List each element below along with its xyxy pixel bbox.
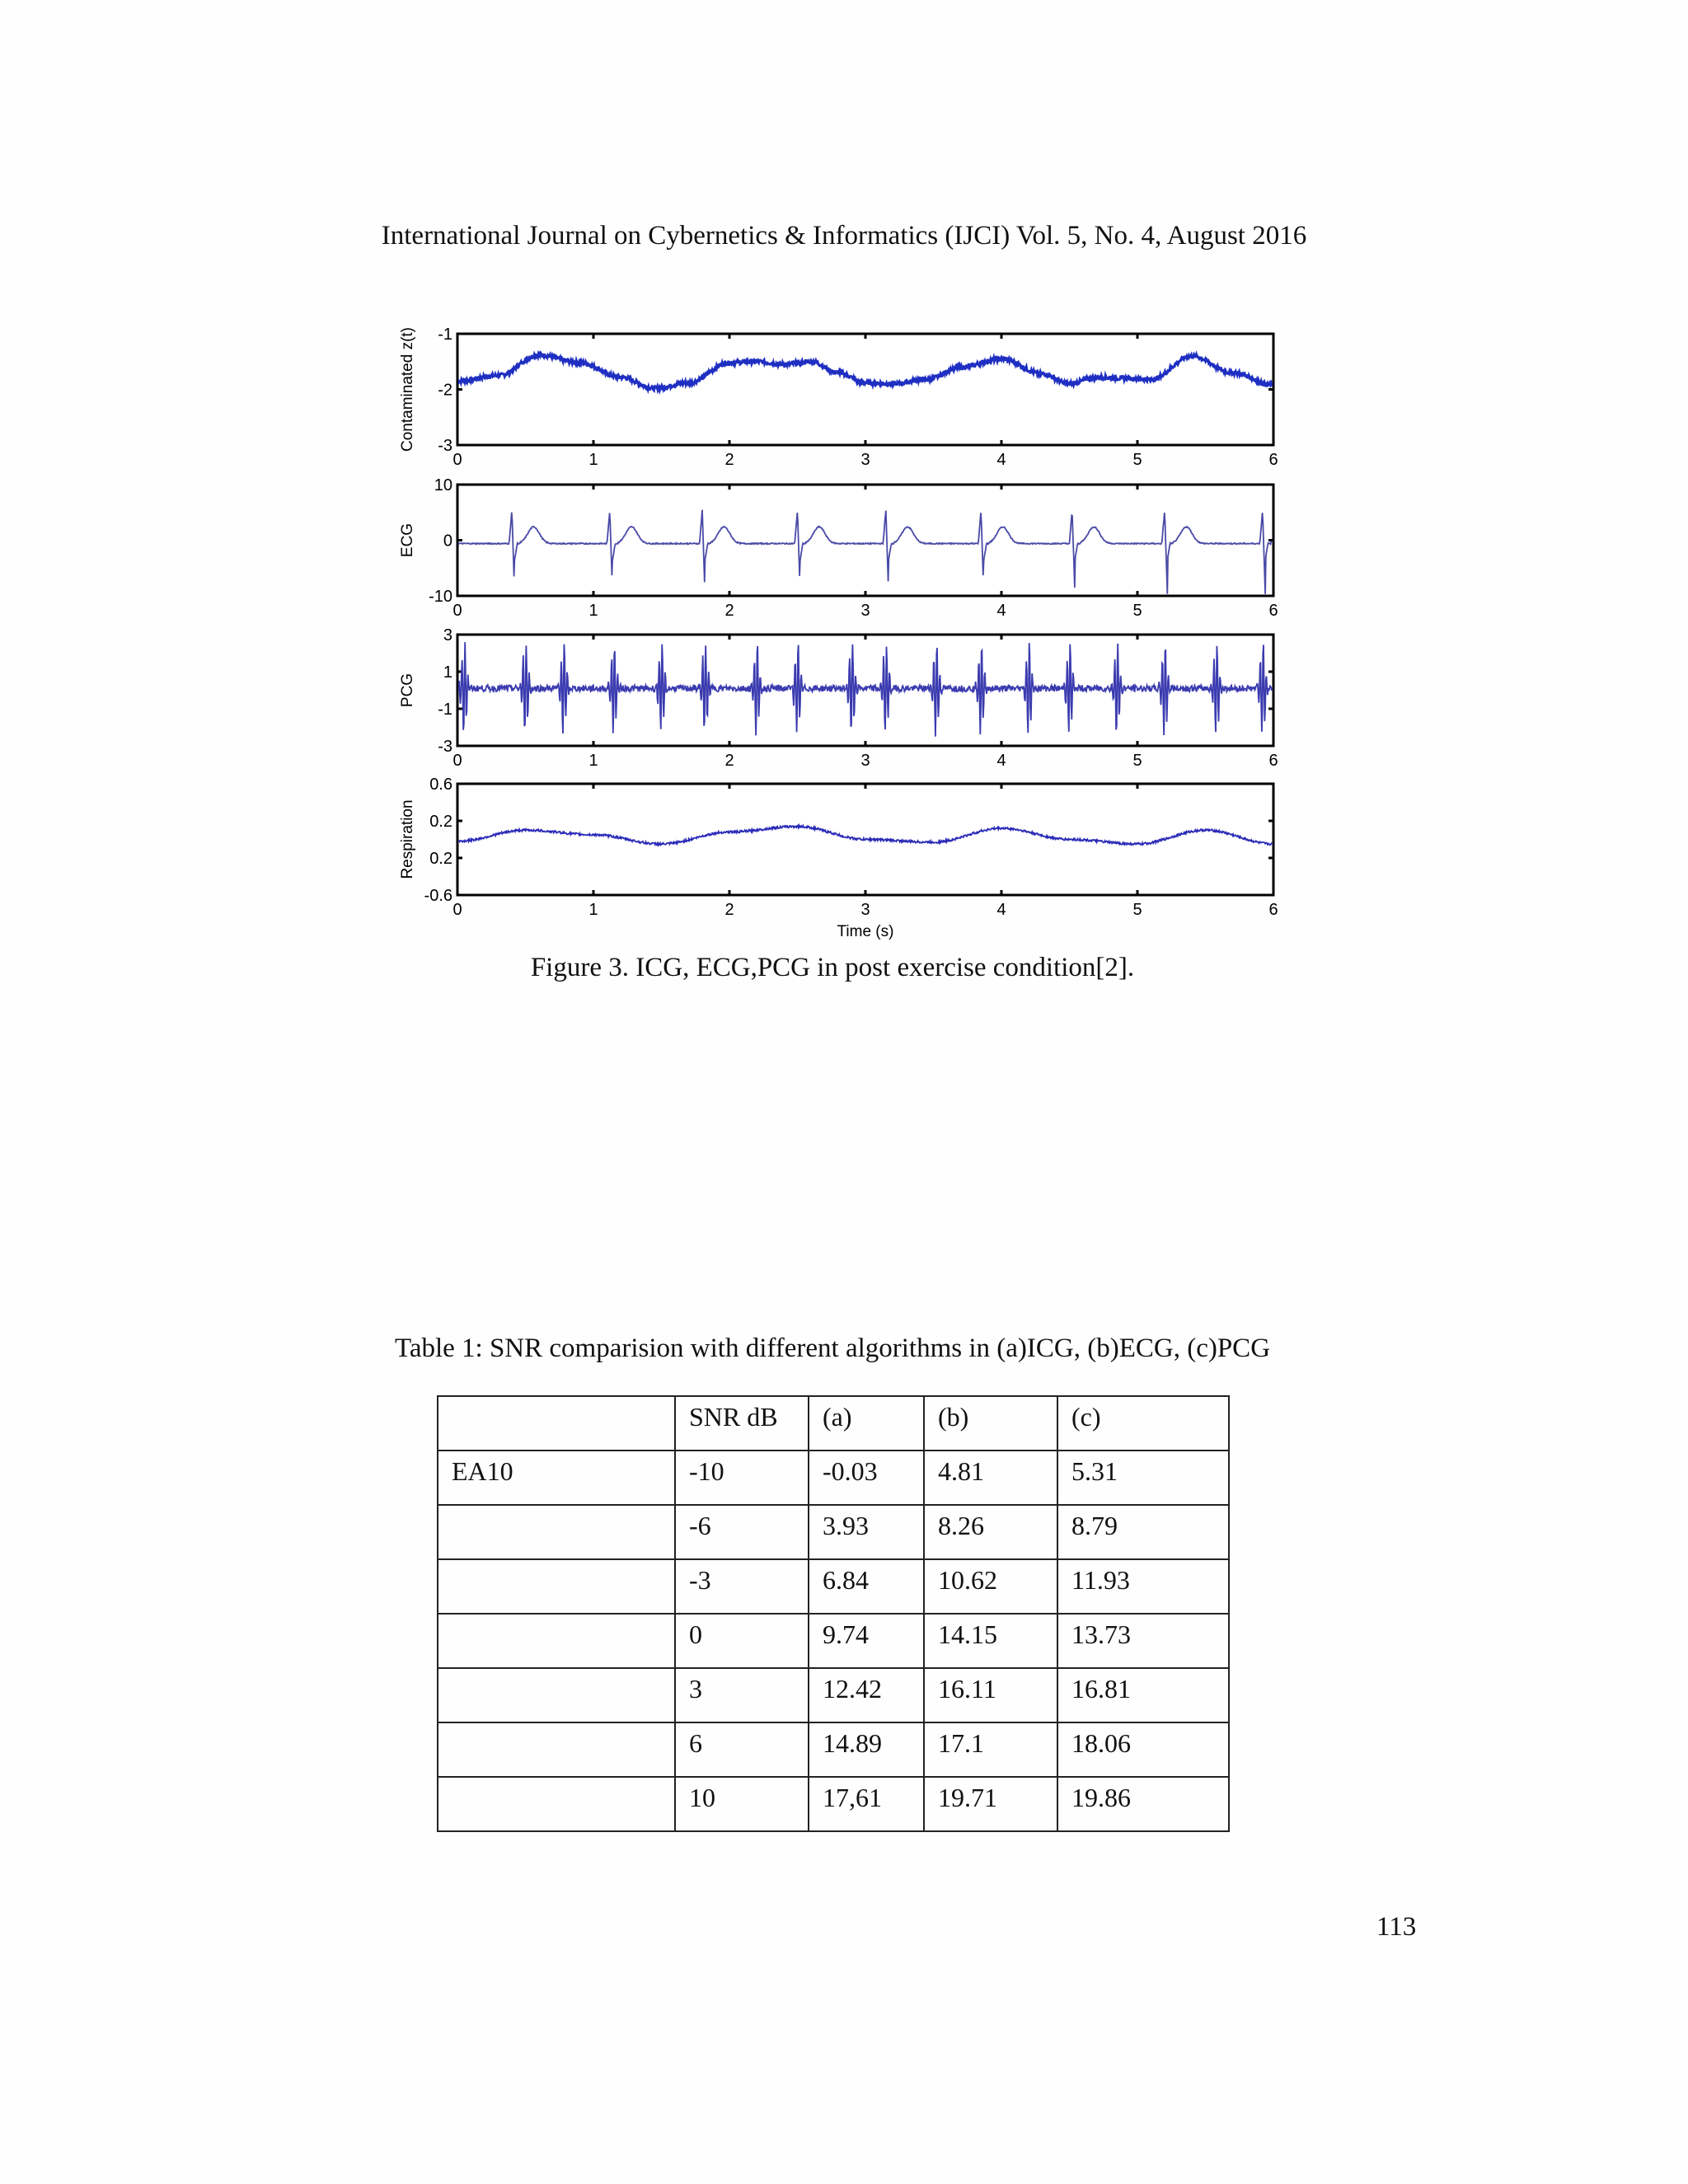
figure-caption: Figure 3. ICG, ECG,PCG in post exercise condition[2].	[530, 953, 1135, 982]
x-tick-label: 3	[860, 451, 870, 469]
x-tick-label: 0	[452, 752, 462, 770]
table-cell	[438, 1777, 675, 1831]
y-tick-label: -10	[429, 588, 452, 606]
y-tick-label: 1	[443, 663, 452, 682]
x-tick-label: 6	[1268, 901, 1278, 919]
y-tick-label: 0.2	[429, 813, 452, 831]
y-axis-label: ECG	[399, 523, 416, 558]
table-header-cell: SNR dB	[675, 1396, 809, 1451]
y-tick-label: -2	[438, 381, 452, 400]
table-cell: -0.03	[809, 1451, 924, 1505]
x-tick-label: 6	[1268, 451, 1278, 469]
plot-frame	[457, 334, 1273, 445]
table-cell: 14.15	[924, 1614, 1057, 1668]
y-tick-label: 0	[443, 532, 452, 551]
table-cell: -6	[675, 1505, 809, 1559]
table-row	[438, 1559, 1229, 1614]
snr-table	[437, 1395, 1230, 1832]
table-cell	[438, 1505, 675, 1559]
x-tick-label: 2	[724, 901, 734, 919]
table-row	[438, 1505, 1229, 1559]
y-tick-label: -1	[438, 701, 452, 719]
table-cell: -10	[675, 1451, 809, 1505]
table-cell: 8.79	[1057, 1505, 1229, 1559]
table-cell	[438, 1559, 675, 1614]
y-axis-label: Contaminated z(t)	[399, 326, 416, 452]
y-tick-label: -3	[438, 738, 452, 756]
table-row	[438, 1777, 1229, 1831]
table-cell: 9.74	[809, 1614, 924, 1668]
x-tick-label: 3	[860, 901, 870, 919]
x-tick-label: 5	[1132, 451, 1142, 469]
plot-frame	[457, 485, 1273, 596]
table-cell: 3.93	[809, 1505, 924, 1559]
x-tick-label: 2	[724, 451, 734, 469]
x-tick-label: 4	[996, 901, 1006, 919]
x-tick-label: 6	[1268, 752, 1278, 770]
table-cell: 10.62	[924, 1559, 1057, 1614]
table-cell: 0	[675, 1614, 809, 1668]
table-cell: 3	[675, 1668, 809, 1722]
y-tick-label: -3	[438, 437, 452, 455]
x-tick-label: 5	[1132, 602, 1142, 620]
table-cell: 13.73	[1057, 1614, 1229, 1668]
x-tick-label: 1	[588, 901, 598, 919]
table-row	[438, 1722, 1229, 1777]
table-row	[438, 1451, 1229, 1505]
table-cell: 17,61	[809, 1777, 924, 1831]
y-tick-label: 0.2	[429, 850, 452, 868]
table-cell: 19.71	[924, 1777, 1057, 1831]
table-header-cell	[438, 1396, 675, 1451]
x-axis-label: Time (s)	[837, 923, 894, 940]
table-cell: 8.26	[924, 1505, 1057, 1559]
table-cell: EA10	[438, 1451, 675, 1505]
table-cell: 5.31	[1057, 1451, 1229, 1505]
table-cell: 6	[675, 1722, 809, 1777]
y-tick-label: -1	[438, 326, 452, 344]
x-tick-label: 0	[452, 451, 462, 469]
table-cell: 14.89	[809, 1722, 924, 1777]
table-header-row	[438, 1396, 1229, 1451]
x-tick-label: 0	[452, 901, 462, 919]
y-axis-label: Respiration	[399, 799, 416, 879]
x-tick-label: 1	[588, 752, 598, 770]
y-tick-label: 10	[434, 476, 452, 494]
table-cell: 11.93	[1057, 1559, 1229, 1614]
x-tick-label: 4	[996, 602, 1006, 620]
x-tick-label: 2	[724, 602, 734, 620]
table-cell	[438, 1614, 675, 1668]
table-cell: 6.84	[809, 1559, 924, 1614]
x-tick-label: 3	[860, 752, 870, 770]
table-header-cell: (b)	[924, 1396, 1057, 1451]
x-tick-label: 5	[1132, 901, 1142, 919]
x-tick-label: 5	[1132, 752, 1142, 770]
table-cell: 16.81	[1057, 1668, 1229, 1722]
signal-figure	[379, 284, 1327, 944]
table-cell: 17.1	[924, 1722, 1057, 1777]
x-tick-label: 1	[588, 602, 598, 620]
x-tick-label: 2	[724, 752, 734, 770]
table-header-cell: (a)	[809, 1396, 924, 1451]
x-tick-label: 0	[452, 602, 462, 620]
table-cell: 19.86	[1057, 1777, 1229, 1831]
table-cell: 12.42	[809, 1668, 924, 1722]
table-cell: 4.81	[924, 1451, 1057, 1505]
table-cell: -3	[675, 1559, 809, 1614]
x-tick-label: 6	[1268, 602, 1278, 620]
table-cell	[438, 1722, 675, 1777]
y-tick-label: 3	[443, 626, 452, 644]
table-cell	[438, 1668, 675, 1722]
table-row	[438, 1614, 1229, 1668]
page-number: 113	[1376, 1912, 1417, 1942]
table-row	[438, 1668, 1229, 1722]
x-tick-label: 4	[996, 451, 1006, 469]
x-tick-label: 4	[996, 752, 1006, 770]
y-axis-label: PCG	[399, 673, 416, 708]
table-cell: 18.06	[1057, 1722, 1229, 1777]
table-title: Table 1: SNR comparision with different algorithms in (a)ICG, (b)ECG, (c)PCG	[394, 1333, 1271, 1363]
table-cell: 16.11	[924, 1668, 1057, 1722]
journal-header: International Journal on Cybernetics & Informatics (IJCI) Vol. 5, No. 4, August 2016	[381, 221, 1307, 251]
y-tick-label: -0.6	[424, 887, 452, 905]
x-tick-label: 1	[588, 451, 598, 469]
y-tick-label: 0.6	[429, 776, 452, 794]
table-header-cell: (c)	[1057, 1396, 1229, 1451]
x-tick-label: 3	[860, 602, 870, 620]
table-cell: 10	[675, 1777, 809, 1831]
